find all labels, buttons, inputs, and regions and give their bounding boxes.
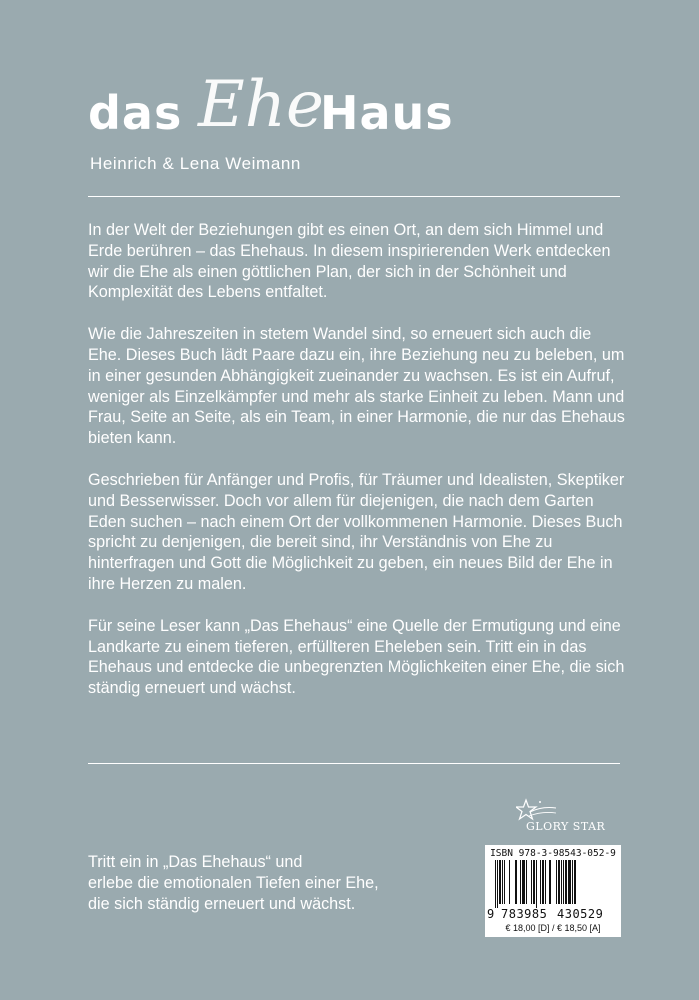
blurb-paragraph: Geschrieben für Anfänger und Profis, für Träumer und Idealisten, Skeptiker und Besserwisser. Doch vor allem für diejenigen, die nach dem Garten Eden suchen – nach einem Ort der vollkommenen Harmonie. Dieses Buch spricht zu denjenigen, die bereit sind, ihr Verständnis von Ehe zu hinterfragen und Gott die Möglichkeit zu geben, ein neues Bild der Ehe in ihre Herzen zu malen. <box>88 470 625 593</box>
barcode-bar <box>540 860 541 904</box>
barcode-bar <box>504 860 505 904</box>
barcode-bar <box>568 860 571 904</box>
isbn-label: ISBN 978-3-98543-052-9 <box>490 848 616 859</box>
barcode-bar <box>536 860 537 908</box>
title-script: Ehe <box>198 68 324 142</box>
barcode-bar <box>520 860 521 904</box>
barcode-bar <box>497 860 498 908</box>
authors: Heinrich & Lena Weimann <box>90 154 301 173</box>
barcode-bar <box>499 860 501 904</box>
barcode-bar <box>542 860 544 904</box>
divider-bottom <box>88 763 620 764</box>
barcode-panel <box>485 845 621 937</box>
barcode-bar <box>556 860 557 904</box>
barcode-icon <box>495 860 611 908</box>
barcode-bar <box>558 860 560 904</box>
barcode-bar <box>533 860 535 904</box>
price-label: € 18,00 [D] / € 18,50 [A] <box>505 923 601 933</box>
title-prefix: das <box>88 86 183 140</box>
barcode-bar <box>545 860 546 904</box>
blurb-paragraph: Wie die Jahreszeiten in stetem Wandel sind, so erneuert sich auch die Ehe. Dieses Buch lädt Paare dazu ein, ihre Beziehung neu zu beleben, um in einer gesunden Abhängigkeit zueinander zu wachsen. Es ist ein Aufruf, weniger als Einzelkämpfer und mehr als starke Einheit zu leben. Mann und Frau, Seite an Seite, als ein Team, in einer Harmonie, die nur das Ehehaus bieten kann. <box>88 325 625 448</box>
barcode-bar <box>561 860 562 904</box>
title-suffix: Haus <box>320 86 454 140</box>
publisher-name: GLORY STAR <box>526 820 606 833</box>
barcode-digit-group1: 783985 <box>501 907 548 921</box>
barcode-bar <box>509 860 510 904</box>
divider-top <box>88 196 620 197</box>
book-title <box>88 68 488 152</box>
barcode-bar <box>574 860 576 904</box>
barcode-bar <box>572 860 573 904</box>
barcode-bar <box>531 860 532 904</box>
barcode-bar <box>526 860 527 904</box>
blurb <box>88 220 628 720</box>
barcode-bar <box>502 860 503 904</box>
barcode-bar <box>565 860 567 904</box>
blurb-paragraph: Für seine Leser kann „Das Ehehaus“ eine Quelle der Ermutigung und eine Landkarte zu einem tieferen, erfüllteren Eheleben sein. Tritt ein in das Ehehaus und entdecke die unbegrenzten Möglichkeiten einer Ehe, die sich ständig erneuert und wächst. <box>88 616 625 698</box>
barcode-bar <box>495 860 496 908</box>
tagline-line: erlebe die emotionalen Tiefen einer Ehe, <box>88 874 379 892</box>
tagline-line: die sich ständig erneuert und wächst. <box>88 895 356 913</box>
barcode-digit-first: 9 <box>487 907 495 921</box>
barcode-bar <box>522 860 525 904</box>
barcode-bar <box>563 860 564 904</box>
publisher-logo <box>516 798 626 842</box>
barcode-digit-group2: 430529 <box>557 907 604 921</box>
blurb-paragraph: In der Welt der Beziehungen gibt es einen Ort, an dem sich Himmel und Erde berühren – das Ehehaus. In diesem inspirierenden Werk entdecken wir die Ehe als einen göttlichen Plan, der sich in der Schönheit und Komplexität des Lebens entfaltet. <box>88 221 611 302</box>
tagline <box>88 852 448 915</box>
barcode-bar <box>549 860 551 904</box>
barcode-bar <box>515 860 517 904</box>
tagline-line: Tritt ein in „Das Ehehaus“ und <box>88 853 303 871</box>
